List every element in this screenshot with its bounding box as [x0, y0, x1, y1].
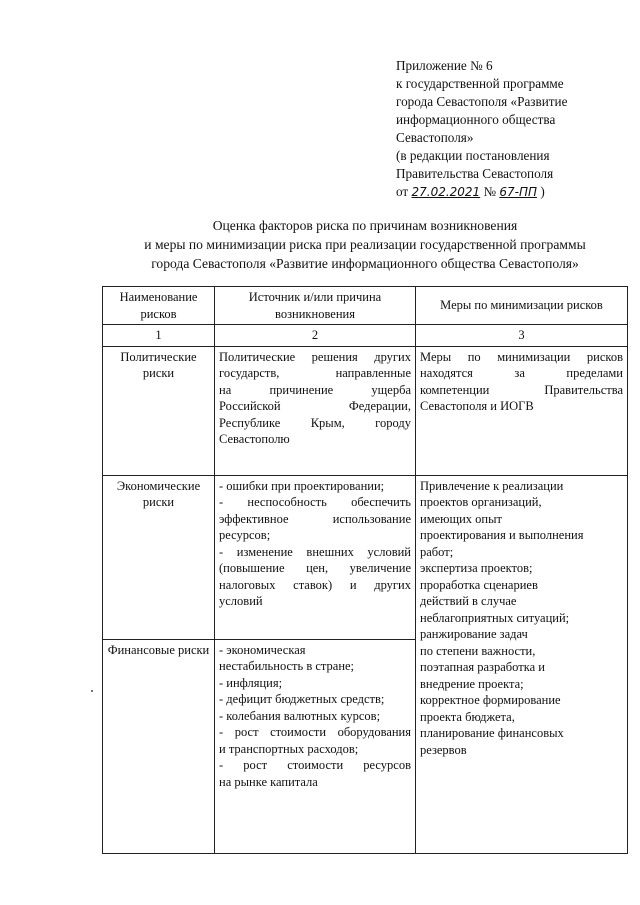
header-line: Севастополя» — [396, 130, 474, 145]
source-line: Республике Крым, городу — [219, 415, 411, 430]
header-line: информационного общества — [396, 112, 556, 127]
source-line: - рост стоимости ресурсов — [219, 758, 411, 772]
table-row-political — [103, 346, 628, 475]
source-line: нестабильность в стране; — [219, 659, 355, 673]
column-header-source: Источник и/или причина возникновения — [215, 287, 416, 325]
source-line: на причинение ущерба — [219, 382, 411, 397]
document-title — [100, 216, 630, 273]
measures-line: планирование финансовых — [420, 726, 564, 740]
column-header-risk-name: Наименование рисков — [103, 287, 215, 325]
measures-line: ранжирование задач — [420, 627, 528, 641]
column-number-row — [103, 325, 628, 347]
measures-line: находятся за пределами — [420, 366, 623, 380]
source-line: - колебания валютных курсов; — [219, 708, 381, 723]
source-line: Севастополю — [219, 432, 290, 446]
source-line: - ошибки при проектировании; — [219, 478, 385, 493]
measures-line: действий в случае — [420, 594, 517, 608]
appendix-header — [396, 57, 628, 201]
header-line: (в редакции постановления — [396, 148, 550, 163]
shared-measures-cell — [416, 475, 628, 853]
table-header-row — [103, 287, 628, 325]
risk-source-cell — [215, 475, 416, 639]
column-number: 2 — [215, 325, 416, 347]
column-header-measures: Меры по минимизации рисков — [416, 287, 628, 325]
closing-paren: ) — [540, 184, 545, 199]
risk-name-cell: Политические риски — [103, 346, 215, 475]
measures-line: поэтапная разработка и — [420, 660, 545, 674]
measures-line: работ; — [420, 544, 454, 559]
header-line: к государственной программе — [396, 76, 564, 91]
source-line: - дефицит бюджетных средств; — [219, 692, 385, 706]
source-line: налоговых ставок) и других — [219, 577, 411, 592]
resolution-date-line — [396, 183, 628, 201]
measures-line: компетенции Правительства — [420, 382, 623, 397]
number-sign: № — [483, 184, 497, 199]
source-line: на рынке капитала — [219, 774, 318, 789]
header-line: города Севастополя «Развитие — [396, 94, 568, 109]
title-line: и меры по минимизации риска при реализации государственной программы — [144, 237, 586, 252]
source-line: (повышение цен, увеличение — [219, 561, 411, 575]
measures-line: корректное формирование — [420, 693, 561, 707]
source-line: Российской Федерации, — [219, 399, 411, 413]
source-line: - экономическая — [219, 642, 306, 657]
title-line: Оценка факторов риска по причинам возникновения — [212, 218, 518, 233]
handwritten-date: 27.02.2021 — [411, 185, 481, 199]
header-line: Правительства Севастополя — [396, 166, 554, 181]
measures-line: Севастополя и ИОГВ — [420, 399, 534, 413]
source-line: условий — [219, 594, 263, 608]
column-number: 3 — [416, 325, 628, 347]
source-line: государств, направленные — [219, 366, 411, 380]
column-number: 1 — [103, 325, 215, 347]
measures-line: экспертиза проектов; — [420, 561, 533, 575]
source-line: эффективное использование — [219, 511, 411, 526]
measures-line: проектов организаций, — [420, 495, 542, 509]
risk-measures-cell — [416, 346, 628, 475]
measures-line: внедрение проекта; — [420, 676, 524, 691]
header-line: Приложение № 6 — [396, 58, 493, 73]
measures-line: проектирования и выполнения — [420, 528, 584, 542]
source-line: - рост стоимости оборудования — [219, 725, 411, 739]
risk-name-cell: Экономические риски — [103, 475, 215, 639]
risk-source-cell — [215, 346, 416, 475]
table-row-economic — [103, 475, 628, 639]
risk-table — [102, 286, 628, 854]
risk-name-cell: Финансовые риски — [103, 639, 215, 853]
source-line: - инфляция; — [219, 675, 283, 690]
measures-line: Меры по минимизации рисков — [420, 349, 623, 364]
title-line: города Севастополя «Развитие информационного общества Севастополя» — [151, 256, 579, 271]
measures-line: резервов — [420, 742, 467, 757]
date-prefix: от — [396, 184, 409, 199]
handwritten-number: 67-ПП — [499, 185, 538, 199]
source-line: и транспортных расходов; — [219, 741, 359, 756]
source-line: - неспособность обеспечить — [219, 495, 411, 509]
measures-line: проработка сценариев — [420, 577, 538, 592]
measures-line: имеющих опыт — [420, 511, 502, 526]
scan-speck — [91, 690, 93, 692]
measures-line: Привлечение к реализации — [420, 478, 564, 493]
risk-source-cell — [215, 639, 416, 853]
source-line: Политические решения других — [219, 349, 411, 364]
measures-line: проекта бюджета, — [420, 709, 515, 724]
measures-line: по степени важности, — [420, 643, 536, 658]
source-line: ресурсов; — [219, 528, 271, 542]
measures-line: неблагоприятных ситуаций; — [420, 610, 570, 625]
source-line: - изменение внешних условий — [219, 544, 411, 559]
